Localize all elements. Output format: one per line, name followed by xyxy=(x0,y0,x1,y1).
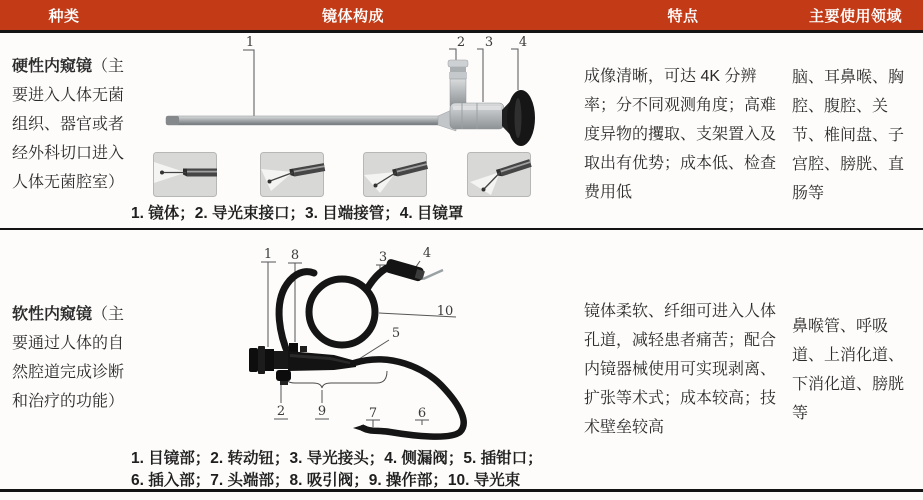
figure-label: 9 xyxy=(317,404,327,419)
flexible-name-note: （主要通过人体的自然腔道完成诊断和治疗的功能） xyxy=(12,306,125,410)
figure-label: 2 xyxy=(456,35,466,50)
flexible-type-cell xyxy=(12,300,126,416)
rigid-type-cell xyxy=(12,52,126,197)
figure-label: 2 xyxy=(276,404,286,419)
figure-label: 3 xyxy=(484,35,494,50)
rigid-scope-drawing xyxy=(166,60,535,146)
figure-label: 3 xyxy=(378,250,388,265)
figure-label: 1 xyxy=(263,247,273,262)
header-areas: 主要使用领域 xyxy=(808,7,902,25)
header-composition: 镜体构成 xyxy=(321,7,384,25)
angle-thumbnail-icon xyxy=(154,153,218,197)
header-features: 特点 xyxy=(667,7,699,25)
flexible-parts-caption xyxy=(131,448,601,491)
rigid-areas-cell: 脑、耳鼻喉、胸腔、腹腔、关节、椎间盘、子宫腔、膀胱、直肠等 xyxy=(792,69,905,202)
figure-label: 8 xyxy=(290,248,300,263)
row-divider xyxy=(0,228,923,230)
angle-thumbnail-icon xyxy=(468,153,532,197)
angle-thumbnail-icon xyxy=(364,153,429,197)
rigid-name-note: （主要进入人体无菌组织、器官或者经外科切口进入人体无菌腔室） xyxy=(12,58,125,191)
flexible-name: 软性内窥镜 xyxy=(12,306,93,323)
rigid-endoscope-figure xyxy=(130,33,580,200)
flexible-endoscope-figure xyxy=(130,236,590,448)
rigid-parts-caption: 1. 镜体；2. 导光束接口；3. 目端接管；4. 目镜罩 xyxy=(131,205,464,222)
figure-label: 4 xyxy=(518,35,528,50)
figure-label: 6 xyxy=(417,406,427,421)
header-type: 种类 xyxy=(48,7,80,25)
figure-label: 10 xyxy=(436,304,454,319)
rigid-features-cell: 成像清晰，可达 4K 分辨率；分不同观测角度；高难度异物的攫取、支架置入及取出有优势；成本低、检查费用低 xyxy=(584,68,777,201)
angle-thumbnail-icon xyxy=(261,153,326,197)
rigid-name: 硬性内窥镜 xyxy=(12,58,93,75)
flexible-caption-line2: 6. 插入部；7. 头端部；8. 吸引阀；9. 操作部；10. 导光束 xyxy=(131,471,521,489)
figure-label: 5 xyxy=(391,326,401,341)
flexible-features-cell: 镜体柔软、纤细可进入人体孔道，减轻患者痛苦；配合内镜器械使用可实现剥离、扩张等术式；成本较高；技术壁垒较高 xyxy=(584,303,777,436)
figure-label: 1 xyxy=(245,35,255,50)
figure-label: 4 xyxy=(422,246,432,261)
flexible-caption-line1: 1. 目镜部；2. 转动钮；3. 导光接头；4. 侧漏阀；5. 插钳口； xyxy=(131,450,543,467)
figure-label: 7 xyxy=(368,406,378,421)
viewing-angle-thumbnails xyxy=(154,153,532,197)
flexible-areas-cell: 鼻喉管、呼吸道、上消化道、下消化道、膀胱等 xyxy=(792,318,905,422)
